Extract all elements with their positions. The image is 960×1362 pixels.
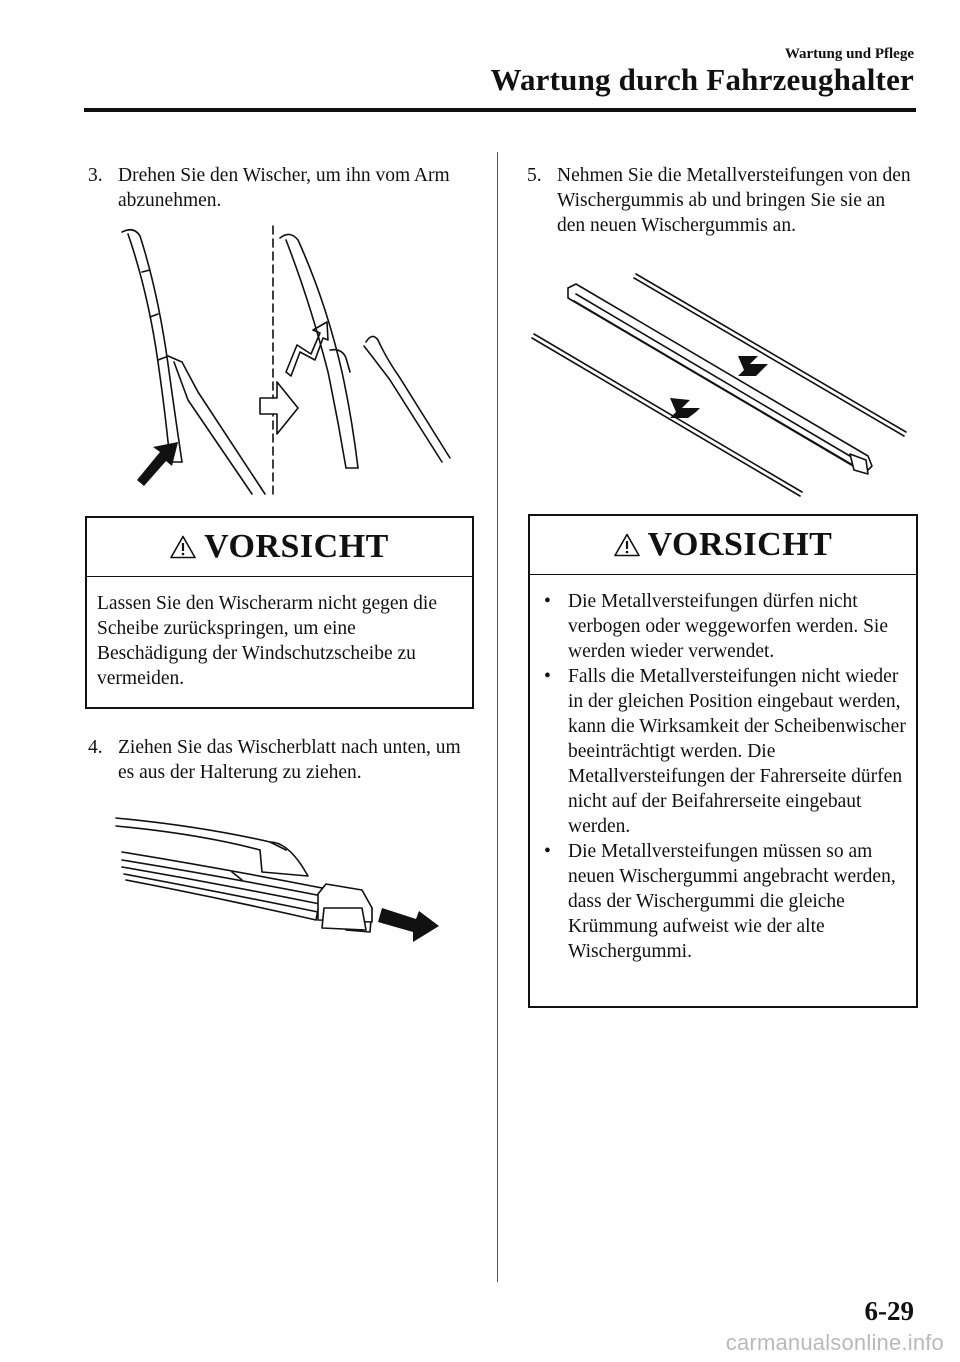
- caution-item: [530, 664, 908, 839]
- bullet: •: [544, 841, 551, 862]
- step-number: 5.: [527, 165, 542, 186]
- figure-blade-pull-out: [110, 812, 450, 947]
- header-rule: [84, 108, 916, 112]
- caution-header: [87, 518, 472, 577]
- caution-label: VORSICHT: [647, 526, 833, 563]
- step-5: [527, 163, 917, 238]
- step-4: [88, 735, 473, 785]
- bullet: •: [544, 666, 551, 687]
- step-number: 4.: [88, 737, 103, 758]
- caution-item-text: Falls die Metallversteifungen nicht wieder in der gleichen Position eingebaut werden, kann die Wirksamkeit der Scheibenwischer beeinträchtigt werden. Die Metallversteifungen der Fahrerseite dürfen nicht auf der Beifahrerseite eingebaut werden.: [568, 666, 906, 837]
- caution-item: [530, 589, 908, 664]
- step-3: [88, 163, 473, 213]
- warning-triangle-icon: [170, 535, 196, 559]
- caution-item-text: Die Metallversteifungen müssen so am neuen Wischergummi angebracht werden, dass der Wischergummi die gleiche Krümmung aufweist wie der alte Wischergummi.: [568, 841, 896, 962]
- caution-item-text: Die Metallversteifungen dürfen nicht verbogen oder weggeworfen werden. Sie werden wieder verwendet.: [568, 591, 888, 662]
- header-section: Wartung und Pflege: [784, 46, 914, 62]
- column-divider: [497, 152, 498, 1282]
- page-number: 6-29: [864, 1296, 914, 1326]
- step-text: Nehmen Sie die Metallversteifungen von den Wischergummis ab und bringen Sie sie an den neuen Wischergummis an.: [557, 165, 911, 236]
- caution-header: [530, 516, 916, 575]
- step-text: Drehen Sie den Wischer, um ihn vom Arm abzunehmen.: [118, 165, 450, 211]
- caution-box-right: [528, 514, 918, 1008]
- figure-wiper-removal: [120, 222, 460, 498]
- caution-list: [530, 589, 908, 964]
- step-number: 3.: [88, 165, 103, 186]
- bullet: •: [544, 591, 551, 612]
- caution-text: Lassen Sie den Wischerarm nicht gegen die Scheibe zurückspringen, um eine Beschädigung der Windschutzscheibe zu vermeiden.: [97, 593, 437, 689]
- page-title: Wartung durch Fahrzeughalter: [490, 62, 914, 97]
- caution-item: [530, 839, 908, 964]
- caution-box: [85, 516, 474, 709]
- figure-metal-stiffeners: [530, 268, 920, 498]
- warning-triangle-icon: [614, 533, 640, 557]
- watermark: carmanualsonline.info: [725, 1330, 944, 1355]
- caution-body: [530, 575, 916, 964]
- step-text: Ziehen Sie das Wischerblatt nach unten, um es aus der Halterung zu ziehen.: [118, 737, 461, 783]
- caution-label: VORSICHT: [204, 528, 389, 565]
